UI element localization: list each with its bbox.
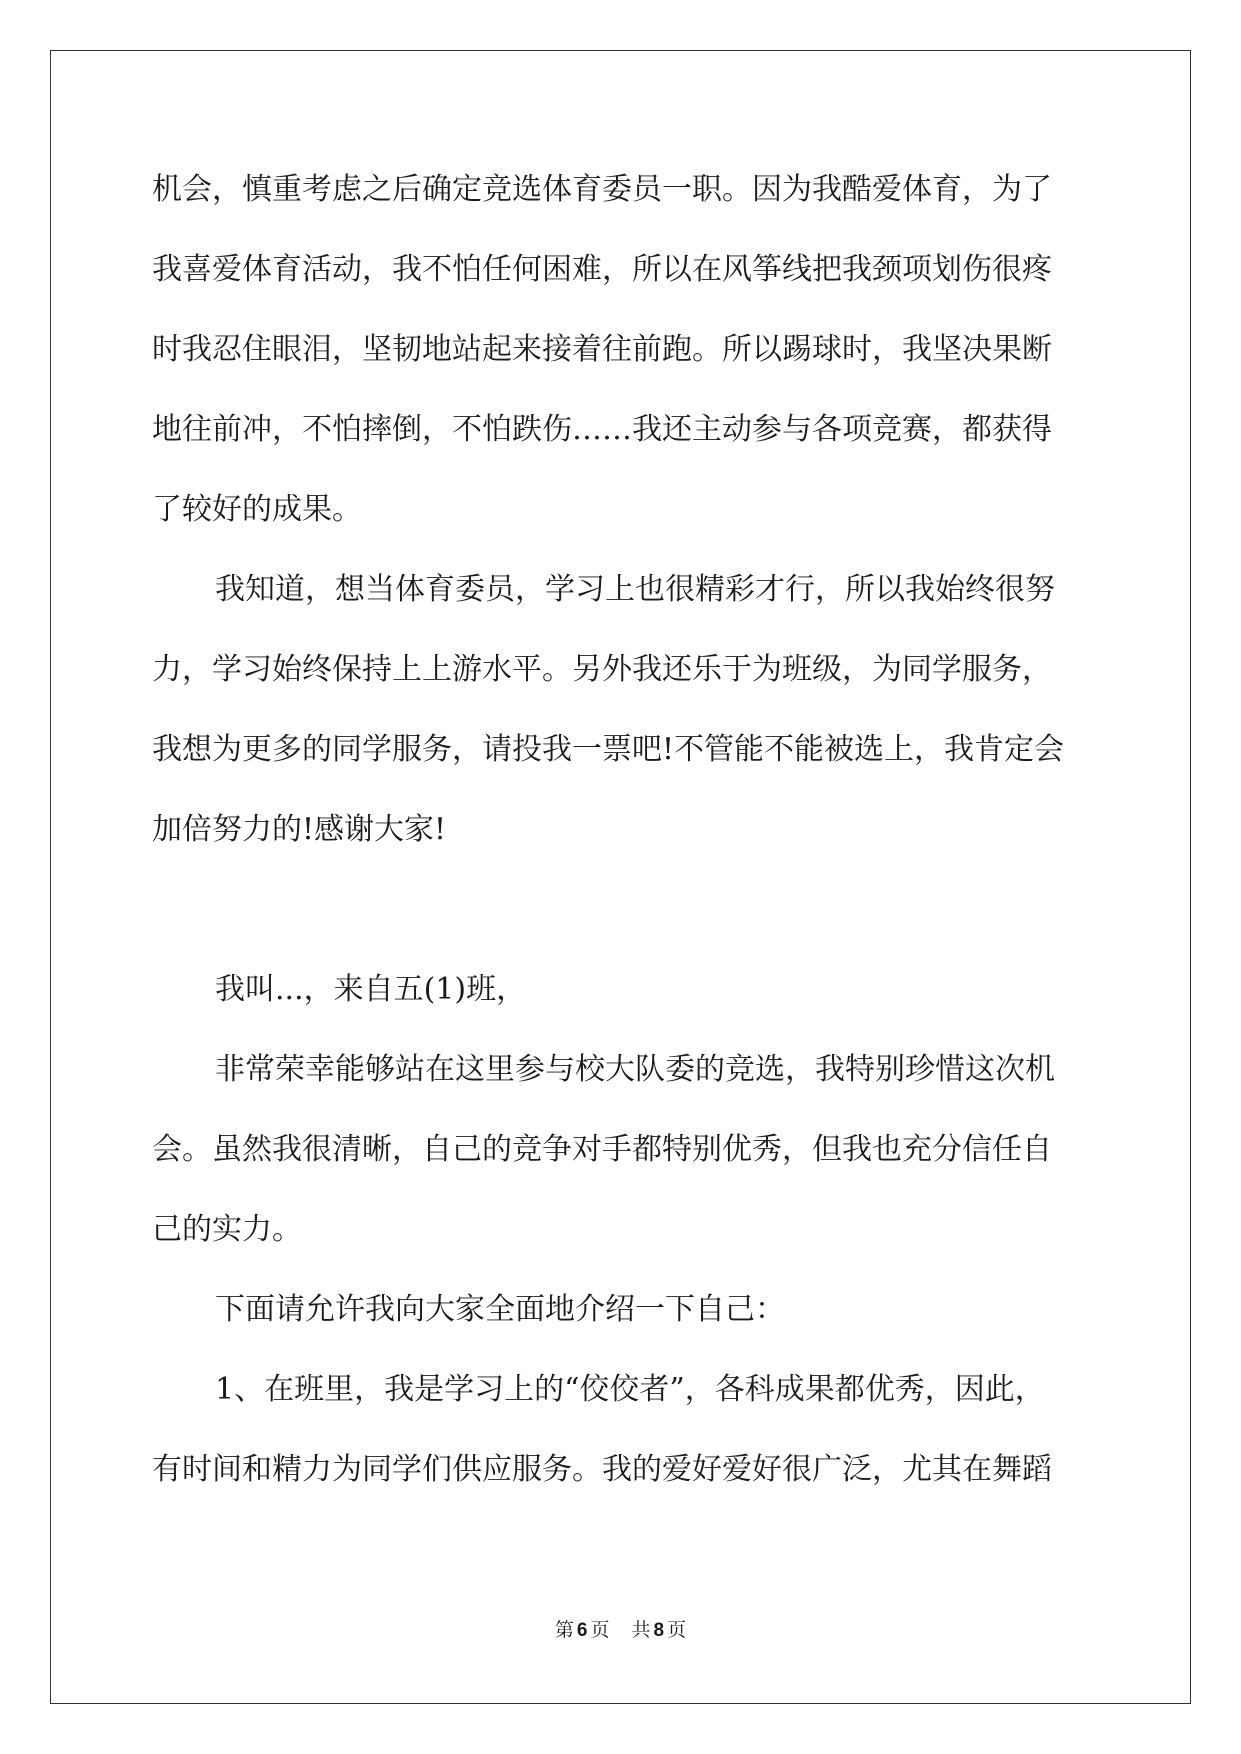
total-page-count: 8 <box>653 1620 665 1641</box>
current-page-number: 6 <box>576 1620 588 1641</box>
text-line: 会。虽然我很清晰，自己的竞争对手都特别优秀，但我也充分信任自 <box>152 1132 1052 1167</box>
text-line: 我想为更多的同学服务，请投我一票吧!不管能不能被选上，我肯定会 <box>152 732 1065 767</box>
text-line: 了较好的成果。 <box>152 492 362 527</box>
footer-total-prefix: 共 <box>631 1619 651 1641</box>
text-line: 下面请允许我向大家全面地介绍一下自己： <box>215 1292 785 1327</box>
text-line: 己的实力。 <box>152 1212 302 1247</box>
text-line: 加倍努力的!感谢大家! <box>152 812 447 847</box>
text-line: 非常荣幸能够站在这里参与校大队委的竞选，我特别珍惜这次机 <box>215 1052 1055 1087</box>
text-line: 时我忍住眼泪，坚韧地站起来接着往前跑。所以踢球时，我坚决果断 <box>152 332 1052 367</box>
footer-total-unit: 页 <box>667 1619 687 1641</box>
footer-prefix: 第 <box>554 1619 574 1641</box>
text-line: 力，学习始终保持上上游水平。另外我还乐于为班级，为同学服务， <box>152 652 1052 687</box>
text-line: 1、在班里，我是学习上的“佼佼者”，各科成果都优秀，因此， <box>215 1372 1045 1407</box>
page-footer <box>0 1618 1241 1643</box>
section-gap <box>152 870 1092 950</box>
text-line: 地往前冲，不怕摔倒，不怕跌伤……我还主动参与各项竞赛，都获得 <box>152 412 1052 447</box>
text-line: 我叫...，来自五(1)班， <box>215 972 527 1007</box>
text-line: 我喜爱体育活动，我不怕任何困难，所以在风筝线把我颈项划伤很疼 <box>152 252 1052 287</box>
text-line: 我知道，想当体育委员，学习上也很精彩才行，所以我始终很努 <box>215 572 1055 607</box>
document-body <box>152 150 1092 1510</box>
footer-page-unit: 页 <box>590 1619 610 1641</box>
text-line: 机会，慎重考虑之后确定竞选体育委员一职。因为我酷爱体育，为了 <box>152 172 1052 207</box>
text-line: 有时间和精力为同学们供应服务。我的爱好爱好很广泛，尤其在舞蹈 <box>152 1452 1052 1487</box>
